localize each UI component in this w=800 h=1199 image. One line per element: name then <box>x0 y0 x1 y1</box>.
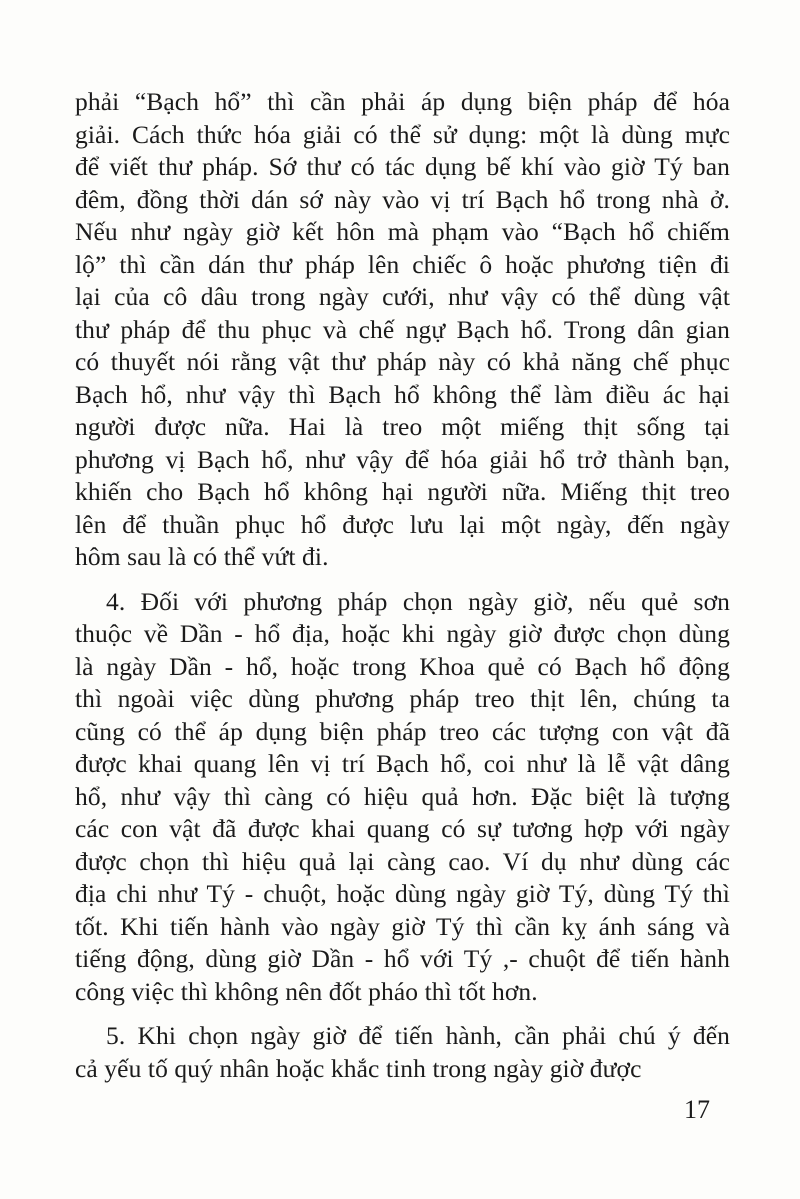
text-line: cũng có thể áp dụng biện pháp treo các tượng con vật đã <box>75 716 730 746</box>
text-line: hôm sau là có thể vứt đi. <box>75 542 329 571</box>
text-line: thì ngoài việc dùng phương pháp treo thịt lên, chúng ta <box>75 684 730 713</box>
text-line: phải “Bạch hổ” thì cần phải áp dụng biện pháp để hóa <box>75 87 730 116</box>
text-line: lộ” thì cần dán thư pháp lên chiếc ô hoặc phương tiện đi <box>75 249 730 279</box>
text-line: được chọn thì hiệu quả lại càng cao. Ví dụ như dùng các <box>75 846 730 876</box>
text-line: cả yếu tố quý nhân hoặc khắc tinh trong ngày giờ được <box>75 1053 642 1083</box>
text-line: có thuyết nói rằng vật thư pháp này có khả năng chế phục <box>75 347 730 376</box>
text-line: Bạch hổ, như vậy thì Bạch hổ không thể làm điều ác hại <box>75 379 730 409</box>
paragraph-item-4 <box>75 586 730 1009</box>
text-line: 4. Đối với phương pháp chọn ngày giờ, nếu quẻ sơn <box>106 586 730 616</box>
text-line: được khai quang lên vị trí Bạch hổ, coi như là lễ vật dâng <box>75 749 730 778</box>
text-line: Nếu như ngày giờ kết hôn mà phạm vào “Bạch hổ chiếm <box>75 217 730 246</box>
page-number: 17 <box>684 1095 710 1124</box>
text-line: giải. Cách thức hóa giải có thể sử dụng: một là dùng mực <box>75 119 730 149</box>
text-line: 5. Khi chọn ngày giờ để tiến hành, cần phải chú ý đến <box>106 1021 730 1050</box>
paragraph-continuation <box>75 86 730 574</box>
text-line: tốt. Khi tiến hành vào ngày giờ Tý thì cần kỵ ánh sáng và <box>75 911 730 941</box>
text-line: địa chi như Tý - chuột, hoặc dùng ngày giờ Tý, dùng Tý thì <box>75 879 730 908</box>
text-line: tiếng động, dùng giờ Dần - hổ với Tý ,- chuột để tiến hành <box>75 944 730 973</box>
text-line: lên để thuần phục hổ được lưu lại một ngày, đến ngày <box>75 509 730 539</box>
text-line: các con vật đã được khai quang có sự tương hợp với ngày <box>75 814 730 843</box>
text-line: phương vị Bạch hổ, như vậy để hóa giải hổ trở thành bạn, <box>75 444 730 474</box>
text-line: là ngày Dần - hổ, hoặc trong Khoa quẻ có Bạch hổ động <box>75 651 730 681</box>
text-line: thư pháp để thu phục và chế ngự Bạch hổ. Trong dân gian <box>75 314 730 344</box>
text-line: thuộc về Dần - hổ địa, hoặc khi ngày giờ được chọn dùng <box>75 619 730 648</box>
text-line: khiến cho Bạch hổ không hại người nữa. Miếng thịt treo <box>75 477 730 506</box>
text-line: đêm, đồng thời dán sớ này vào vị trí Bạch hổ trong nhà ở. <box>75 184 730 214</box>
text-line: để viết thư pháp. Sớ thư có tác dụng bế khí vào giờ Tý ban <box>75 152 730 181</box>
text-line: người được nữa. Hai là treo một miếng thịt sống tại <box>75 412 730 441</box>
text-line: công việc thì không nên đốt pháo thì tốt hơn. <box>75 976 538 1006</box>
body-text <box>75 86 730 1085</box>
text-line: lại của cô dâu trong ngày cưới, như vậy có thể dùng vật <box>75 282 730 311</box>
text-line: hổ, như vậy thì càng có hiệu quả hơn. Đặc biệt là tượng <box>75 781 730 811</box>
paragraph-item-5 <box>75 1020 730 1085</box>
